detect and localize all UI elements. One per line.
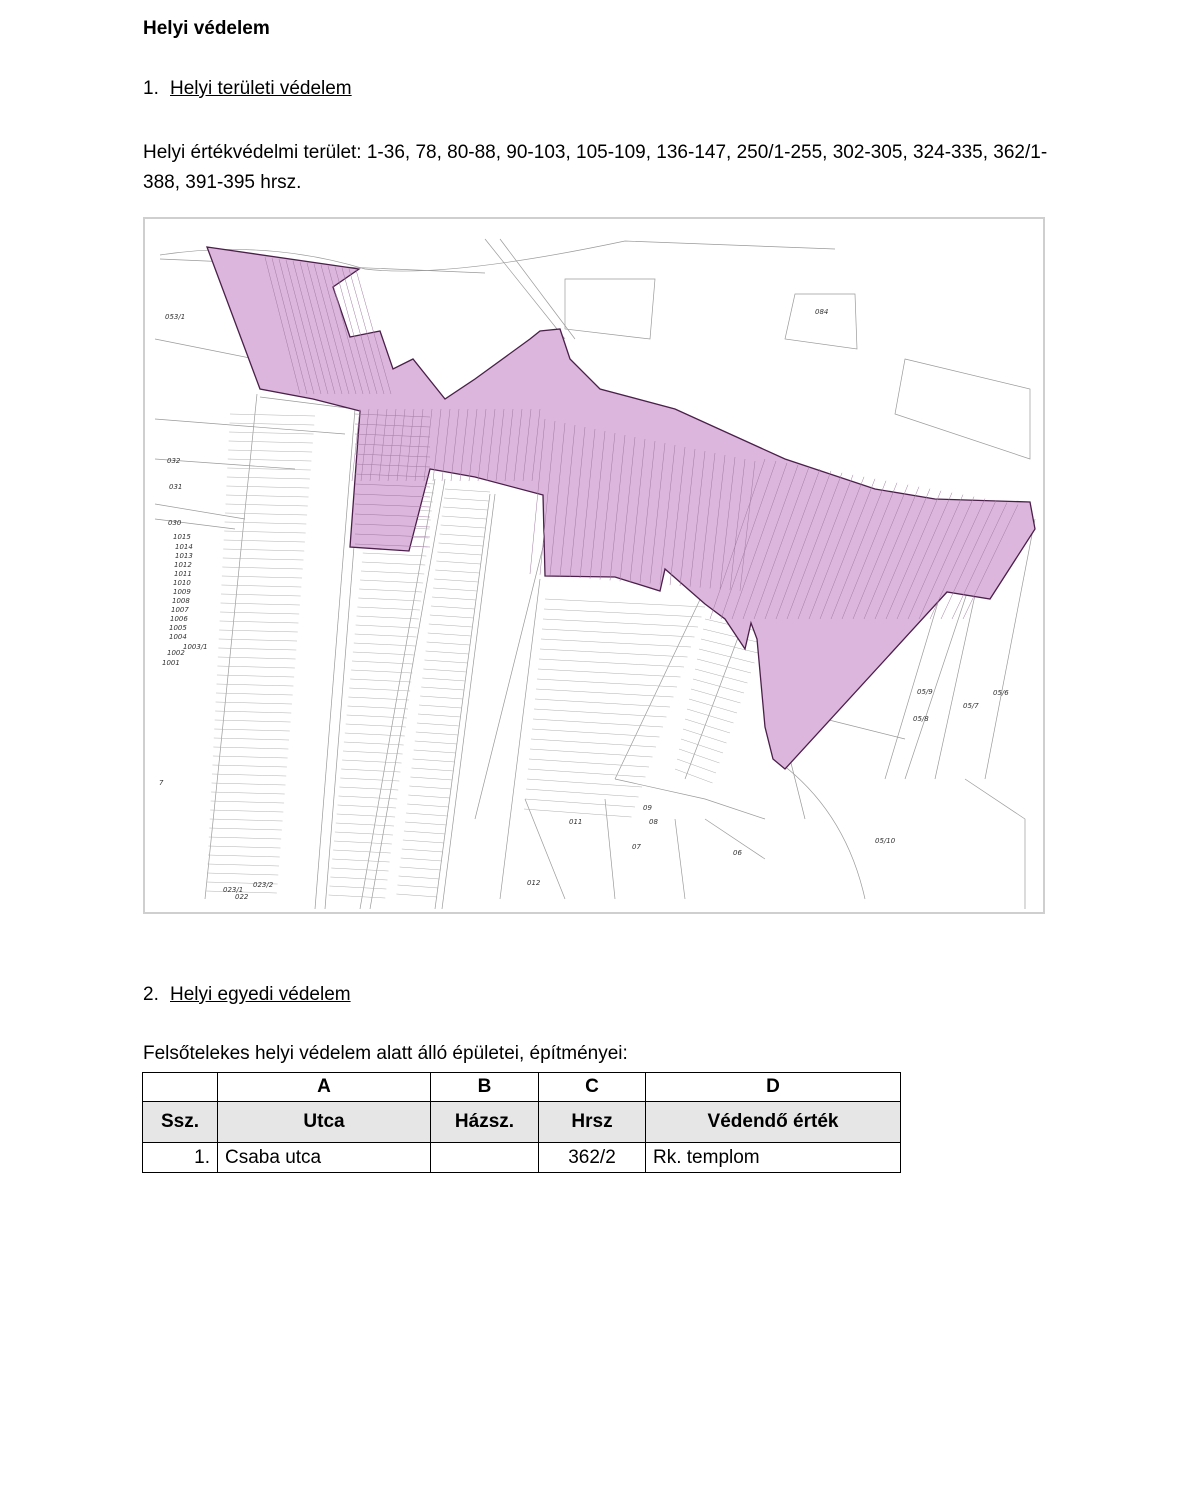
- parcel-boundary: [225, 513, 307, 515]
- parcel-boundary: [348, 697, 409, 700]
- parcel-boundary: [528, 769, 646, 777]
- cell-hazsz: [431, 1143, 539, 1173]
- parcel-boundary: [226, 495, 309, 497]
- parcel-boundary: [345, 733, 405, 736]
- parcel-boundary: [537, 679, 677, 687]
- parcel-boundary: [416, 732, 459, 735]
- parcel-label: 1007: [171, 606, 189, 614]
- section-1-heading: [143, 78, 352, 100]
- parcel-boundary: [329, 895, 386, 898]
- letter-cell: A: [218, 1073, 431, 1102]
- letter-cell: D: [646, 1073, 901, 1102]
- parcel-boundary: [533, 719, 663, 727]
- parcel-boundary: [426, 651, 469, 654]
- parcel-boundary: [432, 597, 476, 600]
- parcel-boundary: [415, 741, 457, 744]
- parcel-boundary: [226, 486, 309, 488]
- parcel-boundary: [349, 688, 410, 691]
- header-cell: Hrsz: [539, 1102, 646, 1143]
- parcel-label: 1006: [170, 615, 188, 623]
- page-title: Helyi védelem: [143, 18, 270, 39]
- parcel-boundary: [358, 598, 421, 601]
- parcel-boundary: [208, 855, 280, 857]
- parcel-label: 1001: [162, 659, 180, 667]
- parcel-boundary: [210, 819, 283, 821]
- parcel-label: 030: [168, 519, 182, 527]
- letter-cell: C: [539, 1073, 646, 1102]
- parcel-boundary: [218, 648, 296, 650]
- parcel-boundary: [418, 714, 461, 717]
- parcel-label: 1003/1: [183, 643, 208, 651]
- parcel-boundary: [220, 612, 299, 614]
- parcel-boundary: [229, 441, 313, 443]
- table-row: [143, 1143, 901, 1173]
- parcel-boundary: [531, 739, 656, 747]
- parcel-boundary: [217, 684, 294, 686]
- parcel-boundary: [525, 799, 635, 807]
- map-canvas: [145, 219, 1043, 912]
- parcel-boundary: [526, 789, 639, 797]
- parcel-label: 1004: [169, 633, 187, 641]
- parcel-boundary: [409, 786, 451, 789]
- parcel-label: 084: [815, 308, 829, 316]
- parcel-boundary: [207, 873, 278, 875]
- parcel-boundary: [216, 693, 293, 695]
- parcel-boundary: [679, 749, 720, 763]
- parcel-boundary: [215, 720, 291, 722]
- parcel-boundary: [214, 729, 290, 731]
- protected-area-paragraph: Helyi értékvédelmi terület: 1-36, 78, 80-88, 90-103, 105-109, 136-147, 250/1-255, 302-305, 324-335, 362/1-388, 391-395 hrsz.: [143, 142, 1048, 193]
- parcel-boundary: [357, 607, 419, 610]
- parcel-label: 032: [167, 457, 181, 465]
- parcel-boundary: [353, 652, 415, 655]
- parcel-boundary: [689, 699, 737, 713]
- section-1-title: Helyi területi védelem: [170, 78, 352, 99]
- parcel-label: 05/10: [875, 837, 896, 845]
- protected-buildings-table: [142, 1072, 901, 1173]
- parcel-boundary: [538, 669, 681, 677]
- parcel-label: 1010: [173, 579, 191, 587]
- parcel-boundary: [215, 711, 291, 713]
- parcel-boundary: [223, 549, 304, 551]
- parcel-boundary: [226, 504, 308, 506]
- parcel-boundary: [212, 765, 286, 767]
- parcel-boundary: [209, 837, 281, 839]
- parcel-boundary: [701, 639, 758, 653]
- parcel-boundary: [524, 809, 632, 817]
- parcel-boundary: [230, 414, 315, 416]
- parcel-boundary: [223, 558, 304, 560]
- parcel-label: 06: [733, 849, 742, 857]
- parcel-boundary: [445, 489, 490, 492]
- parcel-boundary: [228, 459, 312, 461]
- parcel-boundary: [703, 629, 762, 643]
- parcel-boundary: [335, 832, 393, 835]
- parcel-boundary: [691, 689, 741, 703]
- parcel-boundary: [346, 724, 406, 727]
- parcel-boundary: [543, 619, 698, 627]
- parcel-boundary: [529, 759, 649, 767]
- parcel-boundary: [333, 850, 391, 853]
- parcel-boundary: [356, 625, 418, 628]
- parcel-boundary: [360, 580, 423, 583]
- parcel-label: 05/9: [917, 688, 933, 696]
- parcel-boundary: [339, 787, 398, 790]
- parcel-boundary: [675, 769, 713, 783]
- parcel-label: 1013: [175, 552, 193, 560]
- header-cell: Utca: [218, 1102, 431, 1143]
- parcel-boundary: [220, 621, 299, 623]
- header-cell: Ssz.: [143, 1102, 218, 1143]
- parcel-boundary: [332, 859, 389, 862]
- parcel-boundary: [419, 705, 462, 708]
- parcel-boundary: [443, 507, 488, 510]
- parcel-label: 05/8: [913, 715, 929, 723]
- parcel-label: 1012: [174, 561, 192, 569]
- cell-hrsz: 362/2: [539, 1143, 646, 1173]
- parcel-boundary: [545, 599, 705, 607]
- parcel-boundary: [212, 783, 286, 785]
- parcel-boundary: [444, 498, 489, 501]
- parcel-label: 053/1: [165, 313, 186, 321]
- parcel-boundary: [685, 719, 730, 733]
- parcel-boundary: [414, 750, 456, 753]
- parcel-boundary: [227, 468, 310, 470]
- cell-ertek: Rk. templom: [646, 1143, 901, 1173]
- parcel-boundary: [683, 729, 727, 743]
- parcel-boundary: [530, 749, 653, 757]
- parcel-label: 05/6: [993, 689, 1009, 697]
- parcel-boundary: [532, 729, 660, 737]
- cell-utca: Csaba utca: [218, 1143, 431, 1173]
- parcel-boundary: [439, 543, 483, 546]
- table-caption: Felsőtelekes helyi védelem alatt álló épületei, építményei:: [143, 1043, 628, 1064]
- parcel-boundary: [429, 624, 473, 627]
- parcel-boundary: [222, 576, 302, 578]
- parcel-boundary: [210, 810, 283, 812]
- parcel-boundary: [219, 639, 297, 641]
- parcel-label: 1014: [175, 543, 193, 551]
- parcel-boundary: [330, 886, 387, 889]
- parcel-boundary: [334, 841, 392, 844]
- parcel-boundary: [216, 702, 292, 704]
- parcel-boundary: [435, 570, 479, 573]
- parcel-boundary: [693, 679, 744, 693]
- parcel-boundary: [427, 642, 470, 645]
- parcel-boundary: [441, 525, 486, 528]
- section-1-number: 1.: [143, 78, 159, 99]
- parcel-label: 031: [169, 483, 183, 491]
- parcel-boundary: [422, 678, 465, 681]
- parcel-label: 1002: [167, 649, 185, 657]
- parcel-boundary: [544, 609, 702, 617]
- parcel-boundary: [214, 738, 289, 740]
- parcel-boundary: [224, 540, 305, 542]
- parcel-boundary: [408, 795, 450, 798]
- parcel-boundary: [536, 689, 674, 697]
- parcel-boundary: [224, 531, 305, 533]
- parcel-boundary: [433, 588, 477, 591]
- parcel-boundary: [352, 661, 413, 664]
- parcel-boundary: [217, 675, 294, 677]
- parcel-label: 023/1: [223, 886, 244, 894]
- parcel-label: 7: [159, 779, 164, 787]
- parcel-boundary: [430, 615, 474, 618]
- parcel-boundary: [330, 877, 387, 880]
- parcel-boundary: [527, 779, 642, 787]
- parcel-boundary: [359, 589, 422, 592]
- parcel-boundary: [339, 796, 398, 799]
- parcel-boundary: [428, 633, 472, 636]
- parcel-boundary: [209, 828, 282, 830]
- parcel-label: 07: [632, 843, 641, 851]
- parcel-boundary: [221, 585, 301, 587]
- letter-cell-empty: [143, 1073, 218, 1102]
- parcel-boundary: [212, 774, 286, 776]
- section-2-title: Helyi egyedi védelem: [170, 984, 351, 1005]
- parcel-boundary: [344, 742, 404, 745]
- parcel-boundary: [406, 813, 448, 816]
- section-2-heading: [143, 984, 351, 1006]
- parcel-boundary: [350, 679, 411, 682]
- parcel-boundary: [410, 777, 452, 780]
- parcel-boundary: [342, 760, 401, 763]
- parcel-boundary: [434, 579, 478, 582]
- header-cell: Védendő érték: [646, 1102, 901, 1143]
- parcel-label: 1005: [169, 624, 187, 632]
- parcel-boundary: [423, 669, 466, 672]
- parcel-label: 09: [643, 804, 652, 812]
- parcel-boundary: [412, 768, 454, 771]
- section-2-number: 2.: [143, 984, 159, 1005]
- table-letter-row: [143, 1073, 901, 1102]
- parcel-boundary: [338, 805, 397, 808]
- parcel-boundary: [681, 739, 723, 753]
- parcel-boundary: [677, 759, 716, 773]
- parcel-boundary: [221, 603, 300, 605]
- parcel-boundary: [221, 594, 301, 596]
- parcel-boundary: [229, 432, 313, 434]
- parcel-boundary: [331, 868, 388, 871]
- parcel-boundary: [436, 561, 480, 564]
- parcel-label: 1011: [174, 570, 192, 578]
- parcel-label: 05/7: [963, 702, 979, 710]
- parcel-boundary: [403, 840, 444, 843]
- parcel-boundary: [699, 649, 755, 663]
- parcel-boundary: [402, 849, 443, 852]
- parcel-boundary: [348, 706, 409, 709]
- parcel-boundary: [347, 715, 407, 718]
- parcel-boundary: [396, 894, 437, 897]
- parcel-boundary: [540, 649, 688, 657]
- parcel-label: 08: [649, 818, 658, 826]
- cadastral-map: [143, 217, 1045, 914]
- parcel-boundary: [361, 571, 424, 574]
- parcel-boundary: [400, 867, 441, 870]
- header-cell: Házsz.: [431, 1102, 539, 1143]
- parcel-boundary: [230, 423, 315, 425]
- parcel-boundary: [440, 534, 485, 537]
- parcel-boundary: [341, 769, 400, 772]
- parcel-label: 023/2: [253, 881, 274, 889]
- parcel-boundary: [697, 659, 751, 673]
- parcel-boundary: [227, 477, 310, 479]
- table-header-row: [143, 1102, 901, 1143]
- parcel-label: 012: [527, 879, 541, 887]
- parcel-boundary: [421, 687, 464, 690]
- letter-cell: B: [431, 1073, 539, 1102]
- parcel-boundary: [401, 858, 442, 861]
- parcel-boundary: [399, 876, 440, 879]
- parcel-boundary: [363, 553, 427, 556]
- parcel-label: 1015: [173, 533, 191, 541]
- parcel-label: 1008: [172, 597, 190, 605]
- parcel-label: 022: [235, 893, 249, 901]
- parcel-boundary: [442, 516, 487, 519]
- parcel-boundary: [420, 696, 463, 699]
- parcel-label: 1009: [173, 588, 191, 596]
- parcel-boundary: [695, 669, 748, 683]
- parcel-boundary: [213, 747, 288, 749]
- parcel-boundary: [211, 792, 285, 794]
- parcel-boundary: [357, 616, 419, 619]
- parcel-label: 011: [569, 818, 583, 826]
- protected-area-polygon: [207, 247, 1035, 769]
- parcel-boundary: [542, 629, 695, 637]
- parcel-boundary: [222, 567, 302, 569]
- parcel-boundary: [208, 864, 280, 866]
- parcel-boundary: [404, 831, 446, 834]
- parcel-boundary: [397, 885, 438, 888]
- parcel-boundary: [407, 804, 449, 807]
- parcel-boundary: [431, 606, 475, 609]
- parcel-boundary: [405, 822, 447, 825]
- parcel-boundary: [413, 759, 455, 762]
- parcel-boundary: [424, 660, 467, 663]
- parcel-boundary: [343, 751, 403, 754]
- parcel-boundary: [417, 723, 460, 726]
- parcel-boundary: [539, 659, 684, 667]
- parcel-boundary: [437, 552, 481, 555]
- parcel-boundary: [219, 630, 298, 632]
- parcel-boundary: [228, 450, 312, 452]
- parcel-boundary: [340, 778, 399, 781]
- parcel-boundary: [541, 639, 691, 647]
- parcel-boundary: [535, 699, 670, 707]
- parcel-boundary: [225, 522, 307, 524]
- parcel-boundary: [351, 670, 412, 673]
- parcel-boundary: [211, 801, 284, 803]
- parcel-boundary: [213, 756, 288, 758]
- parcel-boundary: [208, 846, 280, 848]
- cell-ssz: 1.: [143, 1143, 218, 1173]
- parcel-boundary: [362, 562, 425, 565]
